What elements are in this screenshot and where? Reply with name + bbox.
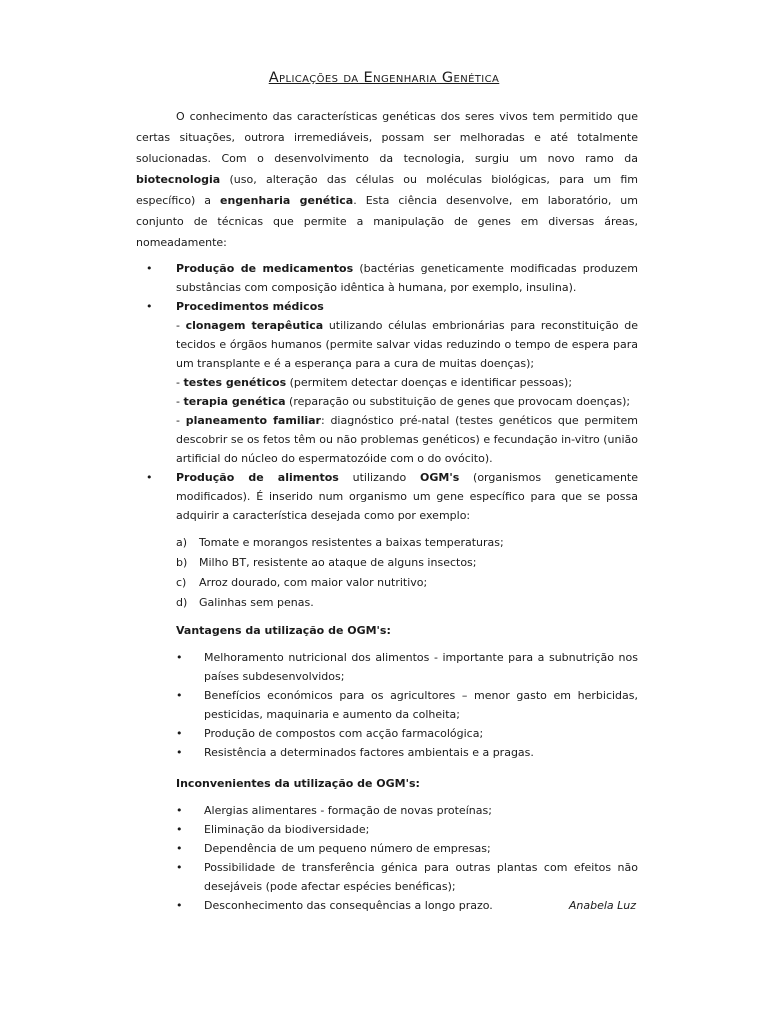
example-text: Tomate e morangos resistentes a baixas temperaturas;: [199, 536, 504, 549]
example-marker: a): [176, 536, 188, 549]
example-item: [176, 593, 638, 613]
example-marker: c): [176, 576, 187, 589]
subitem-bold: clonagem terapêutica: [185, 319, 324, 332]
intro-term-engenharia-genetica: engenharia genética: [220, 194, 354, 207]
subitem-bold: planeamento familiar: [185, 414, 321, 427]
subitem-terapia: [176, 392, 638, 411]
example-marker: d): [176, 596, 188, 609]
examples-list: [176, 533, 638, 613]
disadvantages-list: [176, 801, 638, 915]
intro-paragraph: [136, 106, 638, 253]
advantage-item: • Produção de compostos com acção farmacológica;: [204, 724, 638, 743]
disadvantages-heading: Inconvenientes da utilização de OGM's:: [176, 777, 420, 790]
dash: -: [176, 319, 186, 332]
example-text: Galinhas sem penas.: [199, 596, 314, 609]
example-text: Milho BT, resistente ao ataque de alguns insectos;: [199, 556, 477, 569]
advantage-item: • Melhoramento nutricional dos alimentos - importante para a subnutrição nos países subdesenvolvidos;: [204, 648, 638, 686]
advantages-list: [176, 648, 638, 762]
author-signature: Anabela Luz: [568, 899, 636, 912]
subitem-clonagem: [176, 316, 638, 373]
disadvantage-item: • Alergias alimentares - formação de novas proteínas;: [204, 801, 638, 820]
subitem-text: utilizando células embrionárias para reconstituição de tecidos e órgãos humanos (permite salvar vidas reduzindo o tempo de espera para um transplante e é a esperança para a cura de muitas doenças);: [176, 319, 639, 370]
subitem-planeamento: [176, 411, 638, 468]
intro-text-1: O conhecimento das características genéticas dos seres vivos tem permitido que certas situações, outrora irremediáveis, possam ser melhoradas e até totalmente solucionadas. Com o desenvolvimento da tecnologia, surgiu um novo ramo da: [136, 110, 638, 165]
subitem-text: (permitem detectar doenças e identificar pessoas);: [286, 376, 573, 389]
example-text: Arroz dourado, com maior valor nutritivo;: [199, 576, 428, 589]
area-alimentos: [176, 468, 638, 915]
areas-list: [136, 259, 638, 915]
subitem-text: : diagnóstico pré-natal (testes genéticos que permitem descobrir se os fetos têm ou não problemas genéticos) e fecundação in-vitro (união artificial do núcleo do espermatozóide com o do ovócito).: [176, 414, 638, 465]
disadvantage-item: • Desconhecimento das consequências a longo prazo.: [204, 896, 638, 915]
dash: -: [176, 376, 184, 389]
area-text: utilizando: [338, 471, 421, 484]
intro-term-biotecnologia: biotecnologia: [136, 173, 221, 186]
area-text: (organismos geneticamente modificados). É inserido num organismo um gene específico para que se possa adquirir a característica desejada como por exemplo:: [176, 471, 638, 522]
dash: -: [176, 414, 186, 427]
area-heading: Produção de alimentos: [176, 471, 339, 484]
subitem-testes: [176, 373, 638, 392]
dash: -: [176, 395, 184, 408]
area-medicamentos: [176, 259, 638, 297]
advantages-heading: Vantagens da utilização de OGM's:: [176, 624, 391, 637]
disadvantage-item: • Eliminação da biodiversidade;: [204, 820, 638, 839]
intro-text-2: (uso, alteração das células ou moléculas biológicas, para um fim específico) a: [136, 173, 638, 207]
area-procedimentos-medicos: [176, 297, 638, 468]
example-item: [176, 573, 638, 593]
area-heading: Procedimentos médicos: [176, 300, 324, 313]
example-item: [176, 533, 638, 553]
area-heading: Produção de medicamentos: [176, 262, 354, 275]
term-ogms: OGM's: [420, 471, 460, 484]
document-title: Aplicações da Engenharia Genética: [268, 70, 500, 86]
disadvantage-item: • Dependência de um pequeno número de empresas;: [204, 839, 638, 858]
disadvantage-item: • Possibilidade de transferência génica para outras plantas com efeitos não desejáveis (pode afectar espécies benéficas);: [204, 858, 638, 896]
document-body: [136, 106, 638, 915]
example-marker: b): [176, 556, 188, 569]
advantage-item: • Resistência a determinados factores ambientais e a pragas.: [204, 743, 638, 762]
advantage-item: • Benefícios económicos para os agricultores – menor gasto em herbicidas, pesticidas, maquinaria e aumento da colheita;: [204, 686, 638, 724]
area-text: (bactérias geneticamente modificadas produzem substâncias com composição idêntica à humana, por exemplo, insulina).: [176, 262, 638, 294]
subitem-bold: terapia genética: [183, 395, 286, 408]
example-item: [176, 553, 638, 573]
subitem-text: (reparação ou substituição de genes que provocam doenças);: [285, 395, 631, 408]
intro-text-3: . Esta ciência desenvolve, em laboratório, um conjunto de técnicas que permite a manipulação de genes em diversas áreas, nomeadamente:: [136, 194, 638, 249]
subitem-bold: testes genéticos: [183, 376, 287, 389]
